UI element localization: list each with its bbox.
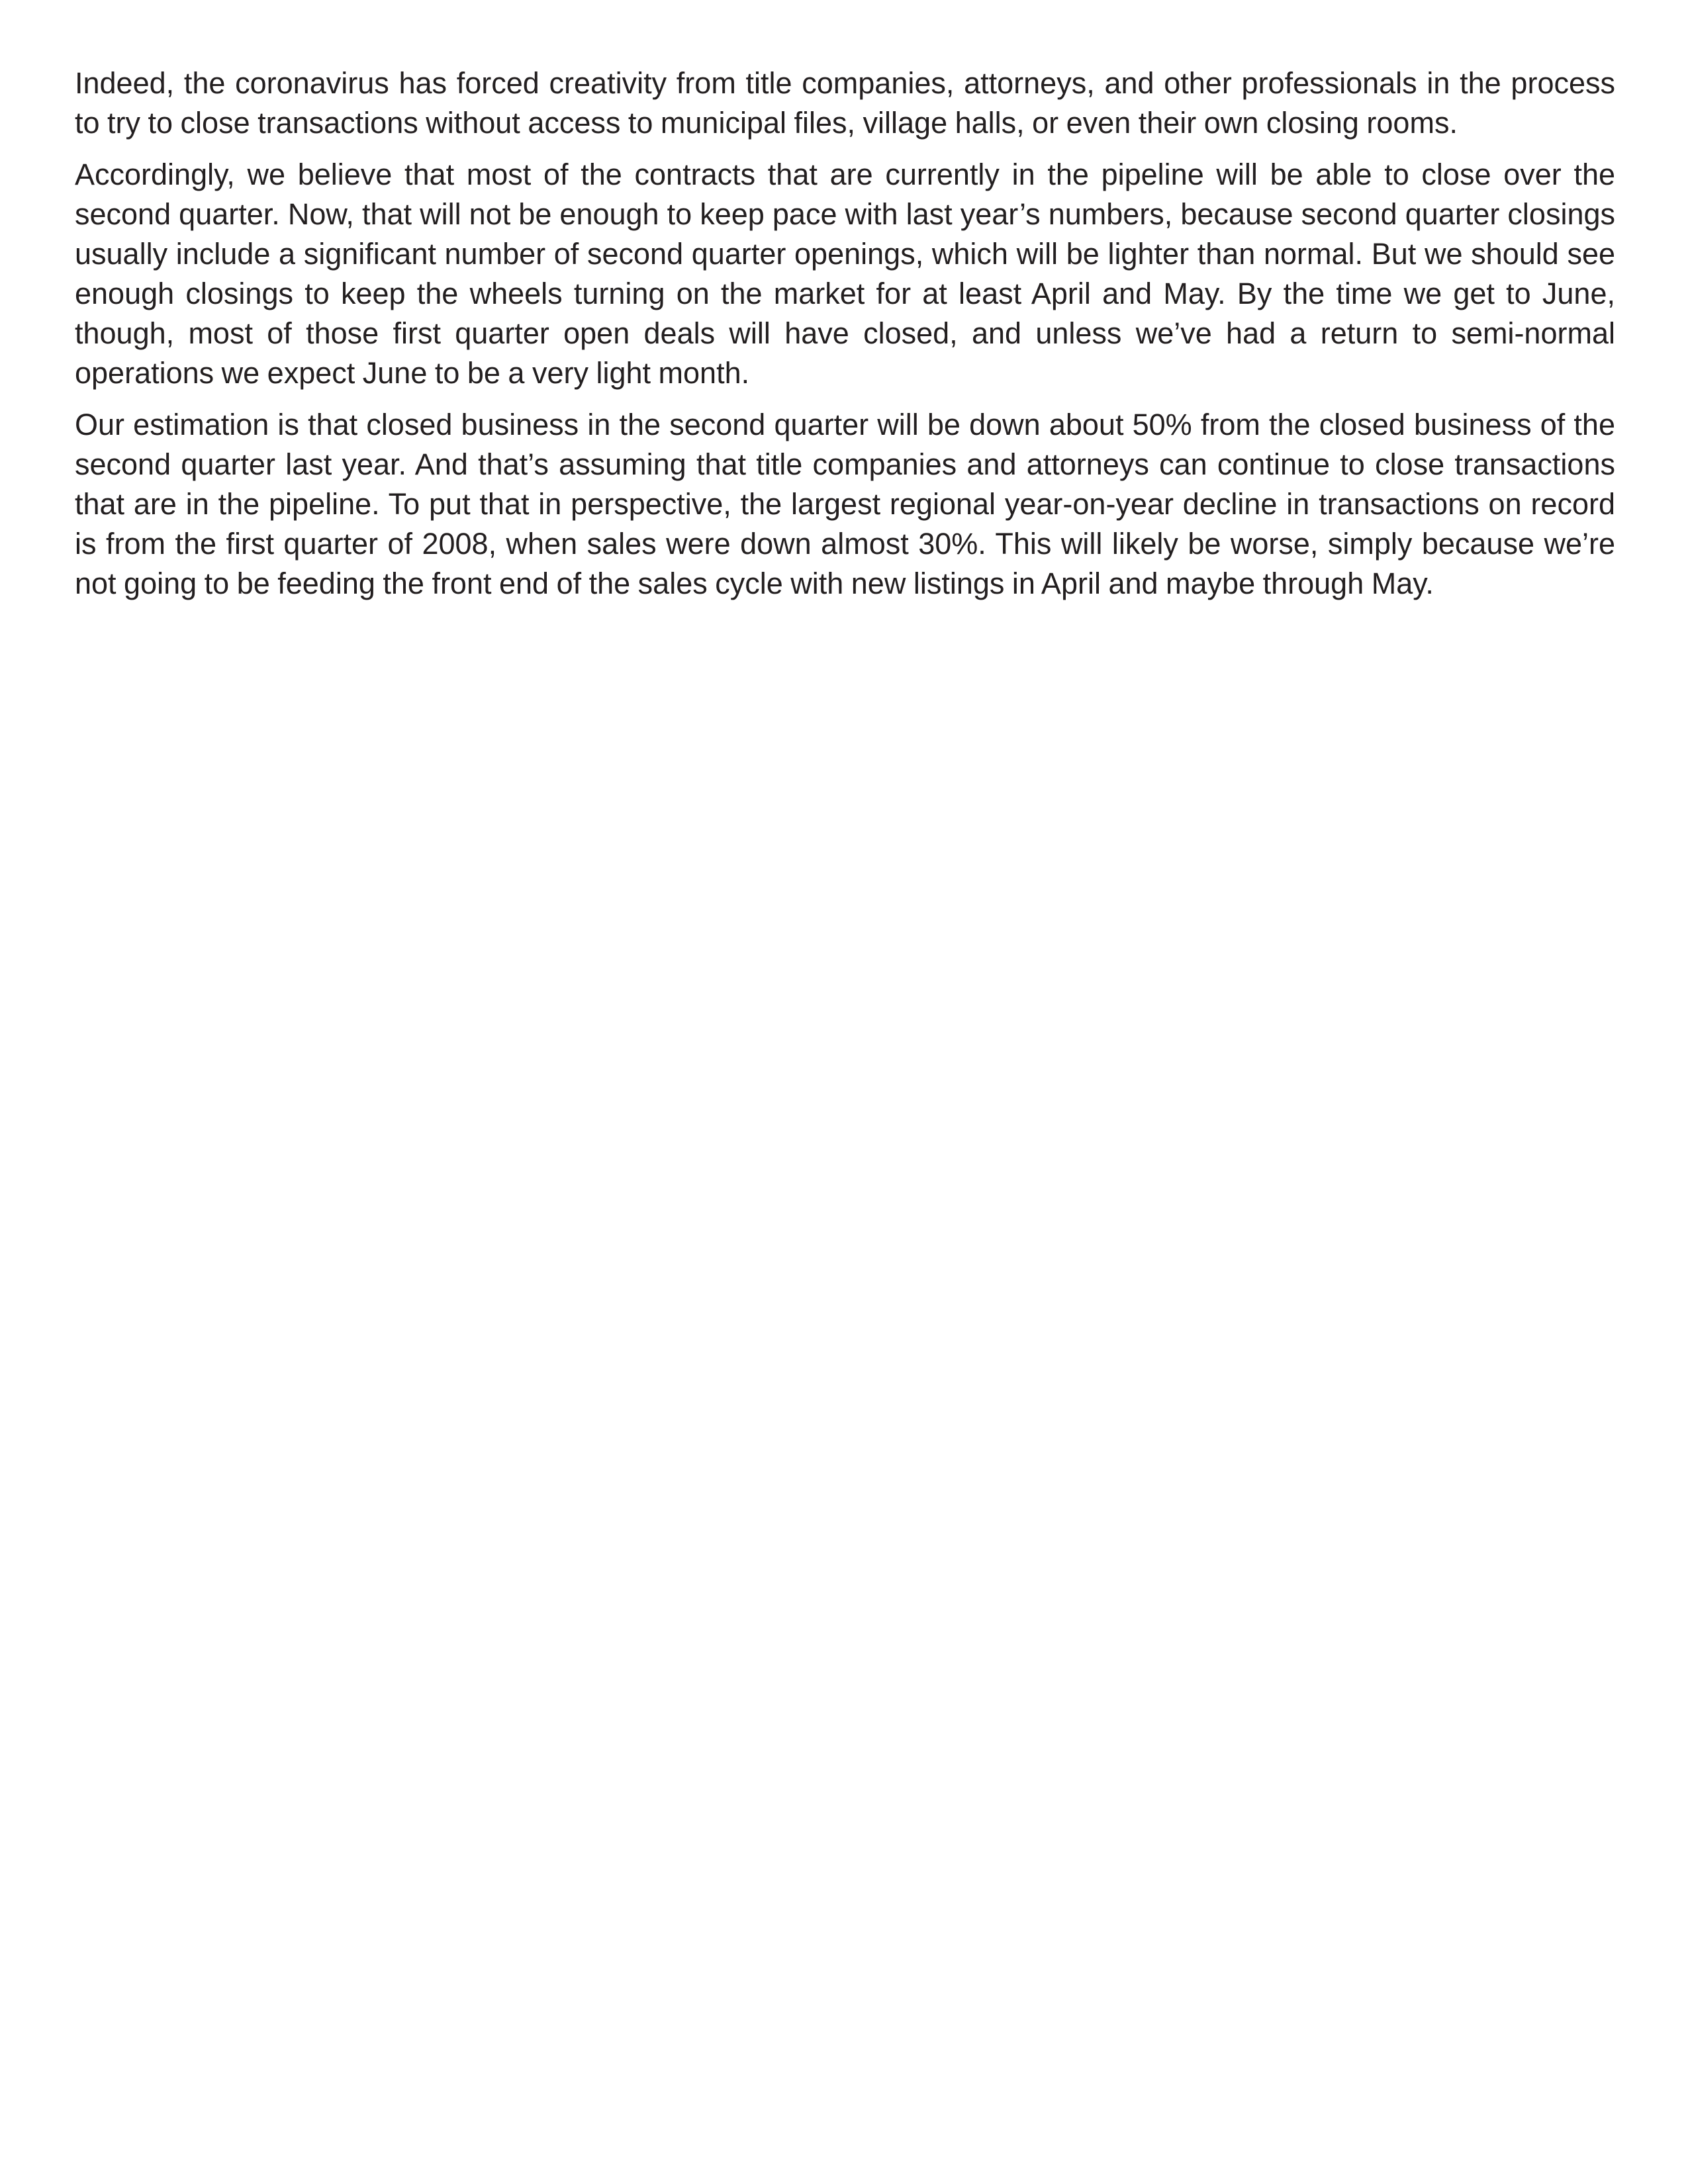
document-body	[75, 64, 1615, 615]
paragraph-estimation: Our estimation is that closed business in the second quarter will be down about 50% from the closed business of the second quarter last year. And that’s assuming that title companies and attorneys can continue to close transactions that are in the pipeline. To put that in perspective, the largest regional year-on-year decline in transactions on record is from the first quarter of 2008, when sales were down almost 30%. This will likely be worse, simply because we’re not going to be feeding the front end of the sales cycle with new listings in April and maybe through May.	[75, 408, 1615, 600]
paragraph-coronavirus-creativity: Indeed, the coronavirus has forced creativity from title companies, attorneys, and other professionals in the process to try to close transactions without access to municipal files, village halls, or even their own closing rooms.	[75, 66, 1615, 140]
paragraph-second-quarter-closings: Accordingly, we believe that most of the contracts that are currently in the pipeline will be able to close over the second quarter. Now, that will not be enough to keep pace with last year’s numbers, because second quarter closings usually include a significant number of second quarter openings, which will be lighter than normal. But we should see enough closings to keep the wheels turning on the market for at least April and May. By the time we get to June, though, most of those first quarter open deals will have closed, and unless we’ve had a return to semi-normal operations we expect June to be a very light month.	[75, 158, 1615, 390]
